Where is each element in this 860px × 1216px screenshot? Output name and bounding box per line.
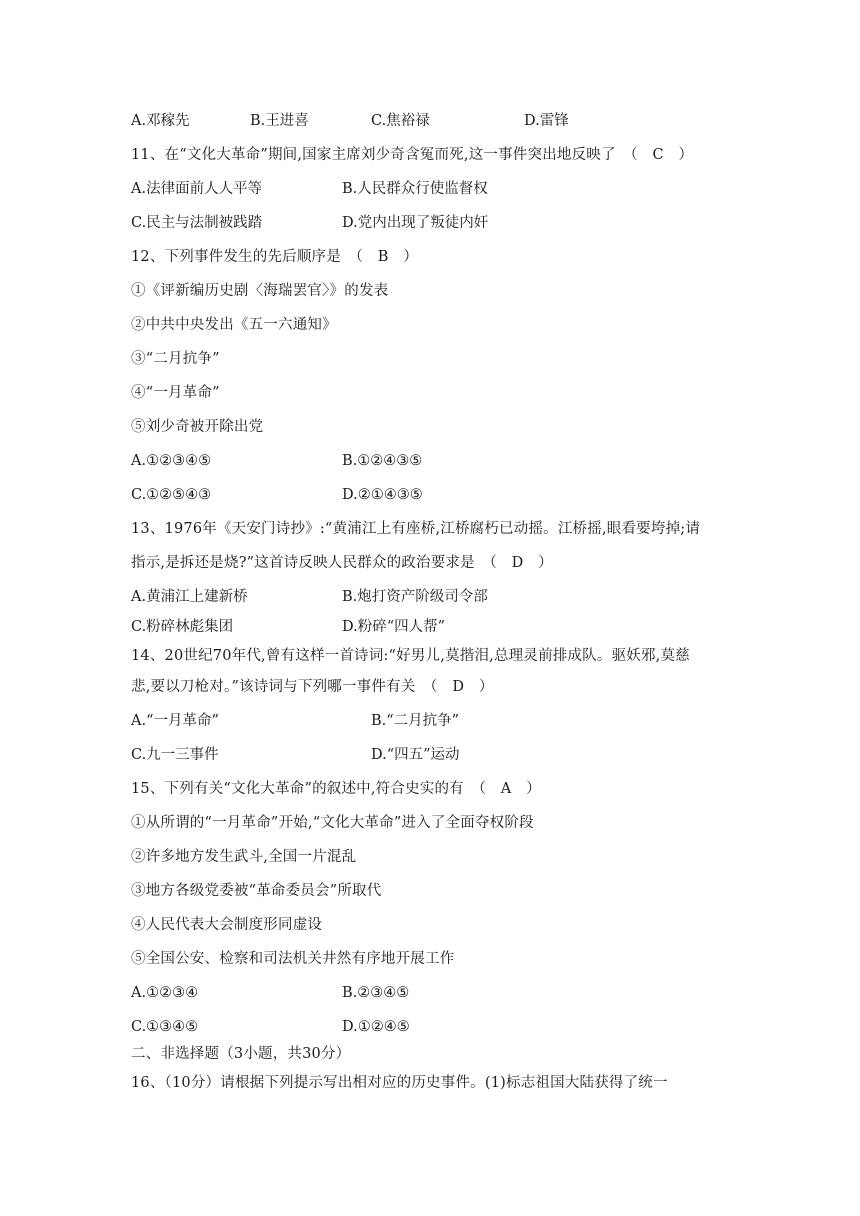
q10-option-b: B.王进喜 [250,113,309,129]
q12-item-4: ④“一月革命” [131,385,220,401]
q12-option-a: A.①②③④⑤ [131,453,212,469]
q15-option-d: D.①②④⑤ [342,1019,410,1035]
q11-option-d: D.党内出现了叛徒内奸 [342,215,489,231]
q14-stem-line-2: 悲,要以刀枪对。”该诗词与下列哪一事件有关 （ D ） [131,679,494,695]
q12-option-d: D.②①④③⑤ [342,487,423,503]
q12-option-b: B.①②④③⑤ [342,453,423,469]
q13-option-b: B.炮打资产阶级司令部 [342,589,488,605]
q10-option-a: A.邓稼先 [131,113,190,129]
q14-option-c: C.九一三事件 [131,747,219,763]
q15-item-2: ②许多地方发生武斗,全国一片混乱 [131,849,357,865]
q15-item-1: ①从所谓的“一月革命”开始,“文化大革命”进入了全面夺权阶段 [131,815,534,831]
q14-option-b: B.“二月抗争” [371,713,460,729]
q13-option-a: A.黄浦江上建新桥 [131,589,248,605]
q12-option-c: C.①②⑤④③ [131,487,212,503]
q13-stem-line-2: 指示,是拆还是烧?”这首诗反映人民群众的政治要求是 （ D ） [131,555,553,571]
q14-option-d: D.“四五”运动 [371,747,460,763]
q12-item-3: ③“二月抗争” [131,351,220,367]
section-heading: 二、非选择题（3小题，共30分） [131,1046,351,1062]
q12-item-1: ①《评新编历史剧〈海瑞罢官〉》的发表 [131,283,389,299]
q15-option-c: C.①③④⑤ [131,1019,199,1035]
q15-item-5: ⑤全国公安、检察和司法机关井然有序地开展工作 [131,951,455,967]
q13-stem-line-1: 13、1976年《天安门诗抄》:“黄浦江上有座桥,江桥腐朽已动摇。江桥摇,眼看要垮掉;请 [131,521,701,537]
q11-option-a: A.法律面前人人平等 [131,181,263,197]
q10-option-d: D.雷锋 [524,113,569,129]
q12-stem: 12、下列事件发生的先后顺序是 （ B ） [131,249,419,265]
q12-item-5: ⑤刘少奇被开除出党 [131,419,264,435]
q14-option-a: A.“一月革命” [131,713,219,729]
q10-option-c: C.焦裕禄 [371,113,430,129]
q16-stem-line-1: 16、（10分）请根据下列提示写出相对应的历史事件。(1)标志祖国大陆获得了统一 [131,1075,668,1091]
q15-stem: 15、下列有关“文化大革命”的叙述中,符合史实的有 （ A ） [131,781,541,797]
q11-option-b: B.人民群众行使监督权 [342,181,488,197]
q11-option-c: C.民主与法制被践踏 [131,215,263,231]
q15-item-4: ④人民代表大会制度形同虚设 [131,917,323,933]
q12-item-2: ②中共中央发出《五一六通知》 [131,317,337,333]
q11-stem: 11、在“文化大革命”期间,国家主席刘少奇含冤而死,这一事件突出地反映了 （ C ） [131,147,694,163]
q15-item-3: ③地方各级党委被“革命委员会”所取代 [131,883,382,899]
q15-option-b: B.②③④⑤ [342,985,410,1001]
q15-option-a: A.①②③④ [131,985,199,1001]
q14-stem-line-1: 14、20世纪70年代,曾有这样一首诗词:“好男儿,莫揩泪,总理灵前排成队。驱妖邪,莫慈 [131,648,690,664]
q13-option-c: C.粉碎林彪集团 [131,619,234,635]
q13-option-d: D.粉碎“四人帮” [342,619,446,635]
